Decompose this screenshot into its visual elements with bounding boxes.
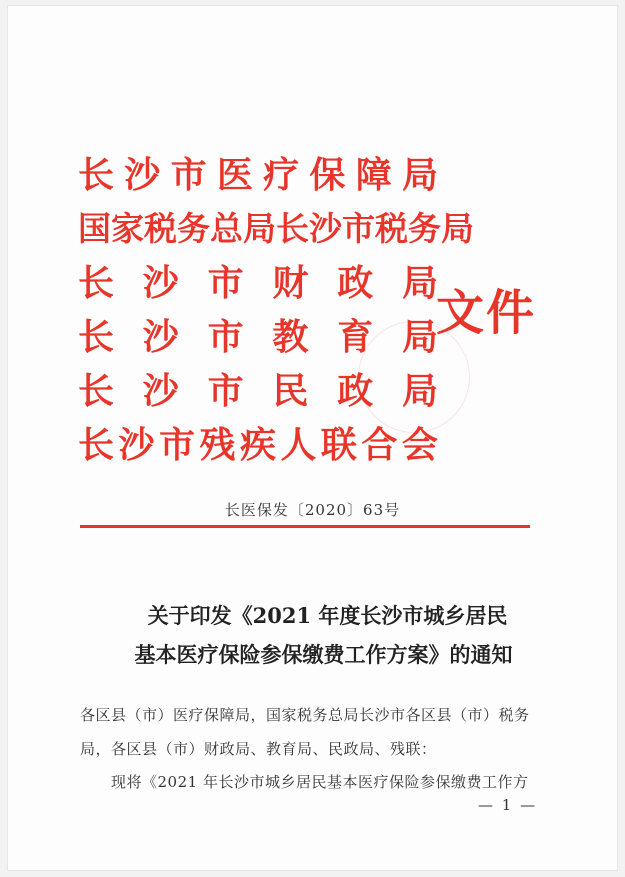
body-text-line: 局，各区县（市）财政局、教育局、民政局、残联： <box>80 740 437 758</box>
agency-line: 长 沙 市 民 政 局 <box>78 370 438 412</box>
page-number: — 1 — <box>478 796 538 814</box>
document-page <box>8 6 617 870</box>
document-word: 文件 <box>436 285 537 341</box>
agency-line: 国 家 税 务 总 局 长 沙 市 税 务 局 <box>78 209 474 248</box>
red-separator-line <box>80 525 530 528</box>
body-text-line: 现将《2021 年长沙市城乡居民基本医疗保险参保缴费工作方 <box>111 773 529 791</box>
agency-line: 长 沙 市 教 育 局 <box>78 316 438 358</box>
agency-line: 长 沙 市 残 疾 人 联 合 会 <box>78 424 438 466</box>
notice-title-line-2: 基本医疗保险参保缴费工作方案》的通知 <box>134 642 513 667</box>
notice-title-line-1: 关于印发《2021 年度长沙市城乡居民 <box>147 603 508 628</box>
body-text-line: 各区县（市）医疗保障局，国家税务总局长沙市各区县（市）税务 <box>80 706 530 724</box>
agency-line: 长 沙 市 医 疗 保 障 局 <box>78 154 438 196</box>
document-number: 长医保发〔2020〕63号 <box>224 501 401 519</box>
agency-line: 长 沙 市 财 政 局 <box>78 262 438 304</box>
